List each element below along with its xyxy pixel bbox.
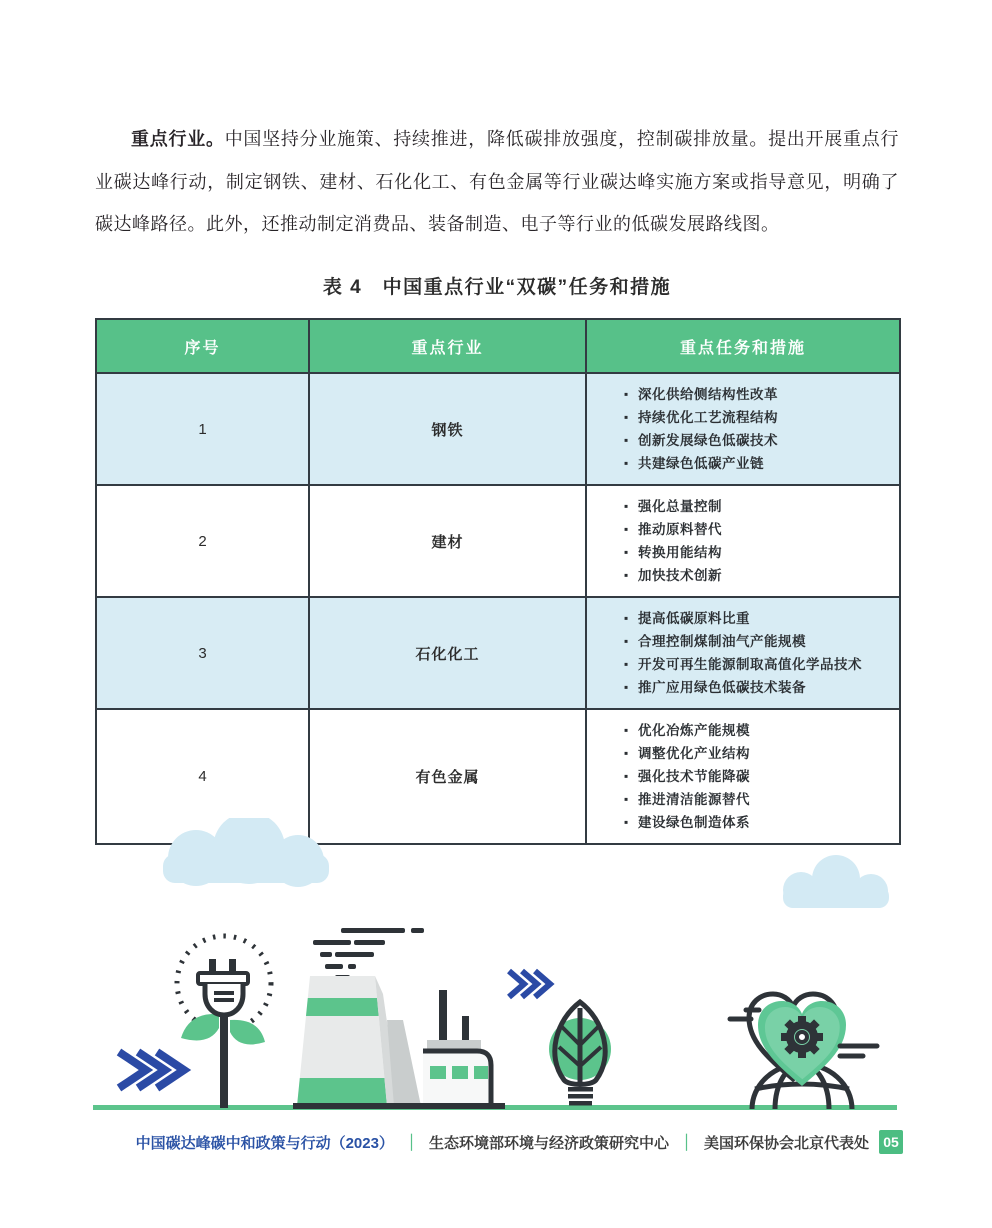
smoke-icon bbox=[313, 928, 424, 980]
footer-doc-title: 中国碳达峰碳中和政策与行动（2023） bbox=[135, 1134, 394, 1152]
page-footer bbox=[90, 1130, 903, 1154]
task-item: ▪ 共建绿色低碳产业链 bbox=[624, 452, 890, 475]
cell-industry: 石化化工 bbox=[309, 597, 586, 709]
cell-no: 1 bbox=[96, 373, 309, 485]
task-item: ▪ 推动原料替代 bbox=[624, 518, 890, 541]
chevrons-icon bbox=[509, 971, 550, 997]
task-item: ▪ 调整优化产业结构 bbox=[624, 742, 890, 765]
table-row bbox=[96, 373, 900, 485]
header-industry: 重点行业 bbox=[309, 319, 586, 373]
task-item: ▪ 深化供给侧结构性改革 bbox=[624, 383, 890, 406]
cell-no: 3 bbox=[96, 597, 309, 709]
chevrons-icon bbox=[119, 1052, 184, 1088]
cell-tasks bbox=[586, 597, 900, 709]
plug-tree-icon bbox=[177, 936, 271, 1108]
footer-separator: ｜ bbox=[678, 1133, 694, 1153]
task-item: ▪ 强化技术节能降碳 bbox=[624, 765, 890, 788]
task-item: ▪ 创新发展绿色低碳技术 bbox=[624, 429, 890, 452]
task-item: ▪ 建设绿色制造体系 bbox=[624, 811, 890, 834]
task-item: ▪ 推进清洁能源替代 bbox=[624, 788, 890, 811]
task-item: ▪ 合理控制煤制油气产能规模 bbox=[624, 630, 890, 653]
table-header-row bbox=[96, 319, 900, 373]
cloud-icon bbox=[783, 855, 889, 908]
header-tasks: 重点任务和措施 bbox=[586, 319, 900, 373]
task-item: ▪ 强化总量控制 bbox=[624, 495, 890, 518]
header-no: 序号 bbox=[96, 319, 309, 373]
page-number-badge: 05 bbox=[879, 1130, 903, 1154]
footer-org2: 美国环保协会北京代表处 bbox=[703, 1134, 869, 1152]
power-plant-icon bbox=[291, 928, 505, 1113]
footer-org1: 生态环境部环境与经济政策研究中心 bbox=[428, 1134, 669, 1152]
cell-industry: 有色金属 bbox=[309, 709, 586, 844]
cell-industry: 建材 bbox=[309, 485, 586, 597]
task-item: ▪ 提高低碳原料比重 bbox=[624, 607, 890, 630]
table-row bbox=[96, 597, 900, 709]
paragraph-lead: 重点行业。 bbox=[131, 129, 225, 149]
cell-industry: 钢铁 bbox=[309, 373, 586, 485]
task-item: ▪ 转换用能结构 bbox=[624, 541, 890, 564]
cloud-icon bbox=[163, 818, 329, 887]
task-item: ▪ 推广应用绿色低碳技术装备 bbox=[624, 676, 890, 699]
table-title: 表 4 中国重点行业“双碳”任务和措施 bbox=[322, 277, 672, 298]
paragraph-text: 中国坚持分业施策、持续推进，降低碳排放强度，控制碳排放量。提出开展重点行业碳达峰行动，制定钢铁、建材、石化化工、有色金属等行业碳达峰实施方案或指导意见，明确了碳达峰路径。此外，还推动制定消费品、装备制造、电子等行业的低碳发展路线图。 bbox=[95, 129, 899, 234]
body-paragraph bbox=[95, 118, 899, 246]
task-item: ▪ 优化冶炼产能规模 bbox=[624, 719, 890, 742]
cell-tasks bbox=[586, 373, 900, 485]
eco-illustration bbox=[91, 818, 901, 1113]
task-item: ▪ 加快技术创新 bbox=[624, 564, 890, 587]
dual-carbon-table bbox=[95, 318, 901, 845]
task-item: ▪ 开发可再生能源制取高值化学品技术 bbox=[624, 653, 890, 676]
cell-no: 4 bbox=[96, 709, 309, 844]
cell-tasks bbox=[586, 485, 900, 597]
table-row bbox=[96, 485, 900, 597]
heart-gear-globe-icon bbox=[730, 994, 877, 1109]
task-item: ▪ 持续优化工艺流程结构 bbox=[624, 406, 890, 429]
footer-separator: ｜ bbox=[403, 1133, 419, 1153]
cell-no: 2 bbox=[96, 485, 309, 597]
leaf-bulb-icon bbox=[549, 1002, 611, 1106]
gear-icon bbox=[781, 1016, 823, 1058]
